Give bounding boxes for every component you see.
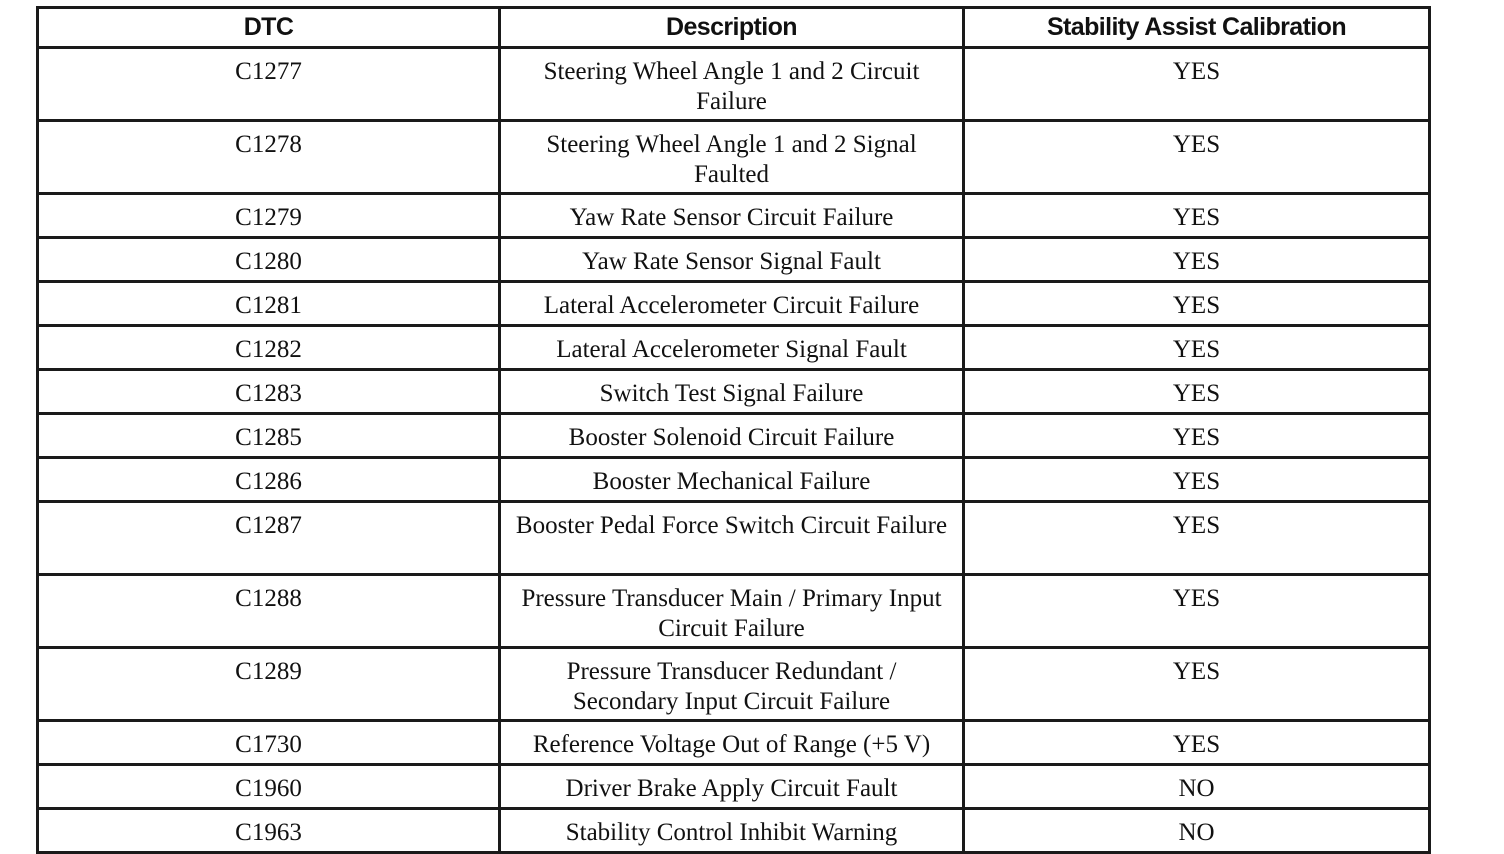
dtc-code-cell: C1285 <box>38 414 500 458</box>
table-row <box>38 48 1430 121</box>
description-cell: Stability Control Inhibit Warning <box>500 809 964 853</box>
description-cell: Booster Pedal Force Switch Circuit Failure <box>500 502 964 575</box>
dtc-code-cell: C1730 <box>38 721 500 765</box>
dtc-code-cell: C1286 <box>38 458 500 502</box>
description-cell: Steering Wheel Angle 1 and 2 Circuit Failure <box>500 48 964 121</box>
dtc-table <box>36 6 1431 854</box>
description-cell: Pressure Transducer Main / Primary Input Circuit Failure <box>500 575 964 648</box>
calibration-cell: YES <box>964 721 1430 765</box>
table-row <box>38 458 1430 502</box>
dtc-code-cell: C1278 <box>38 121 500 194</box>
dtc-code-cell: C1280 <box>38 238 500 282</box>
description-cell: Lateral Accelerometer Signal Fault <box>500 326 964 370</box>
description-cell: Driver Brake Apply Circuit Fault <box>500 765 964 809</box>
description-cell: Reference Voltage Out of Range (+5 V) <box>500 721 964 765</box>
dtc-code-cell: C1960 <box>38 765 500 809</box>
table-row <box>38 194 1430 238</box>
calibration-cell: YES <box>964 194 1430 238</box>
calibration-cell: YES <box>964 502 1430 575</box>
table-row <box>38 414 1430 458</box>
table-row <box>38 575 1430 648</box>
description-cell: Booster Mechanical Failure <box>500 458 964 502</box>
dtc-code-cell: C1288 <box>38 575 500 648</box>
table-row <box>38 282 1430 326</box>
dtc-code-cell: C1279 <box>38 194 500 238</box>
calibration-cell: NO <box>964 765 1430 809</box>
calibration-cell: YES <box>964 121 1430 194</box>
header-stability-assist-calibration: Stability Assist Calibration <box>964 8 1430 48</box>
calibration-cell: YES <box>964 575 1430 648</box>
calibration-cell: YES <box>964 238 1430 282</box>
dtc-code-cell: C1277 <box>38 48 500 121</box>
dtc-code-cell: C1287 <box>38 502 500 575</box>
dtc-code-cell: C1282 <box>38 326 500 370</box>
header-row <box>38 8 1430 48</box>
calibration-cell: YES <box>964 282 1430 326</box>
table-row <box>38 370 1430 414</box>
dtc-code-cell: C1963 <box>38 809 500 853</box>
description-cell: Pressure Transducer Redundant / Secondary Input Circuit Failure <box>500 648 964 721</box>
header-description: Description <box>500 8 964 48</box>
calibration-cell: NO <box>964 809 1430 853</box>
description-cell: Booster Solenoid Circuit Failure <box>500 414 964 458</box>
calibration-cell: YES <box>964 648 1430 721</box>
calibration-cell: YES <box>964 326 1430 370</box>
table-row <box>38 809 1430 853</box>
description-cell: Yaw Rate Sensor Signal Fault <box>500 238 964 282</box>
table-row <box>38 765 1430 809</box>
description-cell: Lateral Accelerometer Circuit Failure <box>500 282 964 326</box>
description-cell: Switch Test Signal Failure <box>500 370 964 414</box>
table-row <box>38 238 1430 282</box>
description-cell: Yaw Rate Sensor Circuit Failure <box>500 194 964 238</box>
table-row <box>38 326 1430 370</box>
dtc-code-cell: C1281 <box>38 282 500 326</box>
header-dtc: DTC <box>38 8 500 48</box>
calibration-cell: YES <box>964 48 1430 121</box>
table-row <box>38 121 1430 194</box>
description-cell: Steering Wheel Angle 1 and 2 Signal Faulted <box>500 121 964 194</box>
calibration-cell: YES <box>964 414 1430 458</box>
table-row <box>38 502 1430 575</box>
dtc-code-cell: C1289 <box>38 648 500 721</box>
table-row <box>38 648 1430 721</box>
calibration-cell: YES <box>964 458 1430 502</box>
table-row <box>38 721 1430 765</box>
calibration-cell: YES <box>964 370 1430 414</box>
dtc-code-cell: C1283 <box>38 370 500 414</box>
